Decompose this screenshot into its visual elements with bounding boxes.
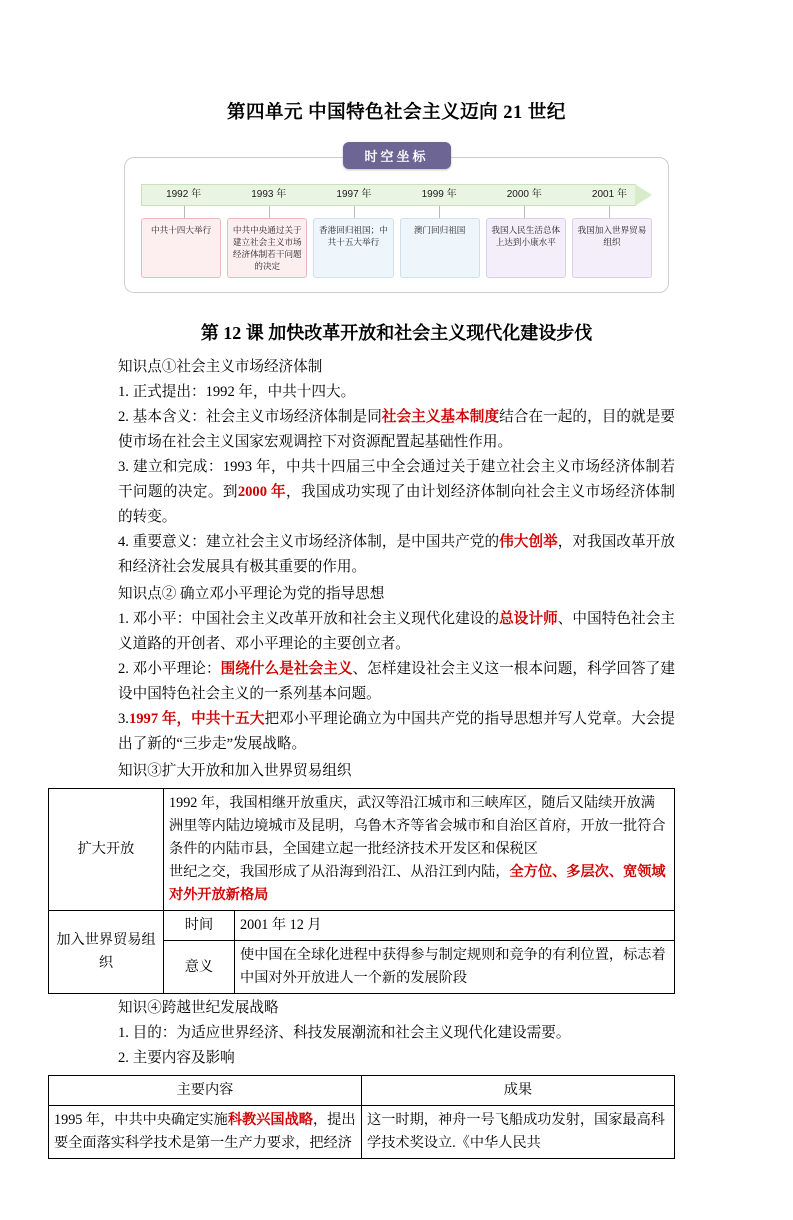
timeline-years [141, 184, 652, 206]
p2-text-a: 社会主义市场经济体制是同 [205, 409, 382, 425]
timeline-year: 1992 年 [166, 189, 202, 200]
p4-text-b: ，对我国改革开放和经济社会发展具有极其重要的作用。 [118, 534, 675, 575]
p3-highlight: 2000 年 [237, 484, 287, 500]
strategy-result-cell: 这一时期，神舟一号飞船成功发射，国家最高科学技术奖设立.《中华人民共 [362, 1106, 675, 1159]
row-label-expand-opening: 扩大开放 [49, 789, 164, 911]
timeline-tick [226, 206, 311, 218]
strategy-text-b: ，提出要全面落实科学技术是第一生产力要求，把经济 [54, 1112, 356, 1151]
timeline-tick [141, 206, 226, 218]
p2-text-b: 结合在一起的，目的就是要使市场在社会主义国家宏观调控下对资源配置起基础性作用。 [118, 409, 675, 450]
p2-highlight: 社会主义基本制度 [381, 409, 500, 425]
p7-text-a: 把邓小平理论确立为中国共产党的指导思想并写人党章。大会提出了新的“三步走”发展战略。 [118, 711, 675, 752]
strategy-content-cell [49, 1106, 362, 1159]
expand-opening-content [164, 789, 675, 911]
knowledge-point-1-heading: 知识点①社会主义市场经济体制 [118, 359, 323, 375]
timeline-ticks [141, 206, 652, 218]
open-up-table [48, 788, 675, 994]
lesson-title: 第 12 课 加快改革开放和社会主义现代化建设步伐 [200, 323, 593, 343]
table-row [49, 1106, 675, 1159]
wto-significance-label: 意义 [164, 941, 235, 994]
p3-text-b: ，我国成功实现了由计划经济体制向社会主义市场经济体制的转变。 [118, 484, 675, 525]
timeline-card: 香港回归祖国；中共十五大举行 [313, 218, 393, 278]
paragraph-9: 2. 主要内容及影响 [118, 1050, 235, 1066]
timeline-year: 1999 年 [421, 189, 457, 200]
p4-highlight: 伟大创举 [499, 534, 558, 550]
p5-text-a: 中国社会主义改革开放和社会主义现代化建设的 [191, 611, 500, 627]
wto-time-label: 时间 [164, 911, 235, 941]
lesson-body [118, 355, 675, 784]
paragraph-7 [118, 707, 675, 757]
timeline-card: 澳门回归祖国 [400, 218, 480, 278]
paragraph-4 [118, 530, 675, 580]
p7-number: 3. [118, 711, 129, 727]
p4-label: 4. 重要意义： [118, 534, 206, 550]
p5-label: 1. 邓小平： [118, 611, 192, 627]
p6-highlight: 围绕什么是社会主义 [220, 661, 353, 677]
timeline-tick [567, 206, 652, 218]
paragraph-8: 1. 目的：为适应世界经济、科技发展潮流和社会主义现代化建设需要。 [118, 1025, 571, 1041]
table-header-row [49, 1076, 675, 1106]
expand-opening-p2-highlight: 全方位、多层次、宽领域对外开放新格局 [169, 864, 666, 903]
expand-opening-paragraph-2 [169, 861, 669, 907]
paragraph-6 [118, 657, 675, 707]
timeline-year: 1993 年 [251, 189, 287, 200]
p4-text-a: 建立社会主义市场经济体制，是中国共产党的 [205, 534, 500, 550]
timeline-badge: 时空坐标 [343, 142, 451, 169]
timeline-card: 中共中央通过关于建立社会主义市场经济体制若干问题的决定 [227, 218, 307, 278]
timeline-figure [124, 142, 669, 293]
timeline-tick [397, 206, 482, 218]
timeline-cards [141, 218, 652, 278]
strategy-text-a: 1995 年，中共中央确定实施 [54, 1112, 228, 1128]
knowledge-point-3-heading: 知识③扩大开放和加入世界贸易组织 [118, 763, 352, 779]
timeline-card: 中共十四大举行 [141, 218, 221, 278]
timeline-year: 1997 年 [336, 189, 372, 200]
p6-text-b: 、怎样建设社会主义这一根本问题，科学回答了建设中国特色社会主义的一系列基本问题。 [118, 661, 675, 702]
p3-text-a: 1993 年，中共十四届三中全会通过关于建立社会主义市场经济体制若干问题的决定。到 [118, 459, 675, 500]
open-up-table-wrap [48, 788, 675, 994]
wto-significance-value: 使中国在全球化进程中获得参与制定规则和竞争的有利位置，标志着中国对外开放进人一个新的发展阶段 [235, 941, 675, 994]
strategy-table-wrap [48, 1075, 675, 1159]
strategy-highlight: 科教兴国战略 [227, 1112, 313, 1128]
paragraph-3 [118, 455, 675, 530]
knowledge-point-4-heading: 知识④跨越世纪发展战略 [118, 1000, 279, 1016]
row-label-wto: 加入世界贸易组织 [49, 911, 164, 994]
p6-label: 2. 邓小平理论： [118, 661, 221, 677]
unit-title: 第四单元 中国特色社会主义迈向 21 世纪 [227, 103, 566, 123]
p5-text-b: 、中国特色社会主义道路的开创者、邓小平理论的主要创立者。 [118, 611, 675, 652]
timeline-card: 我国人民生活总体上达到小康水平 [486, 218, 566, 278]
timeline-card: 我国加入世界贸易组织 [572, 218, 652, 278]
paragraph-5 [118, 607, 675, 657]
timeline-tick [482, 206, 567, 218]
p1-text: 1992 年，中共十四大。 [205, 384, 356, 400]
timeline-tick [311, 206, 396, 218]
p2-label: 2. 基本含义： [118, 409, 206, 425]
timeline-year: 2001 年 [591, 189, 627, 200]
timeline-arrow [141, 184, 652, 206]
table-row [49, 911, 675, 941]
knowledge-point-2-heading: 知识点② 确立邓小平理论为党的指导思想 [118, 586, 385, 602]
p5-highlight: 总设计师 [499, 611, 558, 627]
timeline-box [124, 157, 669, 293]
strategy-header-content: 主要内容 [49, 1076, 362, 1106]
table-row [49, 789, 675, 911]
expand-opening-paragraph-1: 1992 年，我国相继开放重庆，武汉等沿江城市和三峡库区，随后又陆续开放满洲里等内陆边境城市及昆明，乌鲁木齐等省会城市和自治区首府，开放一批符合条件的内陆市县，全国建立起一批经济技术开发区和保税区 [169, 795, 666, 857]
paragraph-1 [118, 380, 675, 405]
strategy-header-result: 成果 [362, 1076, 675, 1106]
p1-label: 1. 正式提出： [118, 384, 206, 400]
paragraph-2 [118, 405, 675, 455]
strategy-table [48, 1075, 675, 1159]
p7-highlight: 1997 年，中共十五大 [128, 711, 265, 727]
p3-label: 3. 建立和完成： [118, 459, 223, 475]
expand-opening-p2-text: 世纪之交，我国形成了从沿海到沿江、从沿江到内陆， [169, 864, 510, 880]
lesson-body-2 [118, 996, 675, 1071]
timeline-year: 2000 年 [506, 189, 542, 200]
document-page [0, 98, 793, 1220]
wto-time-value: 2001 年 12 月 [235, 911, 675, 941]
